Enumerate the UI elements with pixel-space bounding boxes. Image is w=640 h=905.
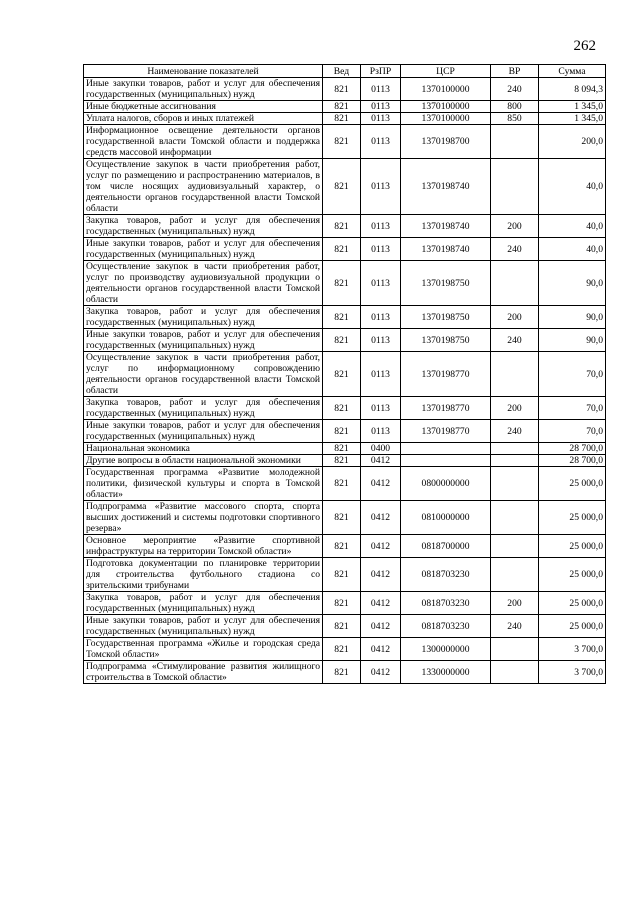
- table-header-row: [84, 65, 606, 78]
- cell-name: Подготовка документации по планировке территории для строительства футбольного стадиона со зрительскими трибунами: [84, 558, 323, 592]
- cell-sum: 1 345,0: [539, 113, 606, 125]
- page-number: 262: [573, 38, 596, 54]
- table-row: [84, 306, 606, 329]
- cell-name: Закупка товаров, работ и услуг для обеспечения государственных (муниципальных) нужд: [84, 592, 323, 615]
- cell-csr: 1370100000: [401, 101, 491, 113]
- cell-ved: 821: [323, 467, 361, 501]
- cell-ved: 821: [323, 125, 361, 159]
- cell-sum: 25 000,0: [539, 501, 606, 535]
- cell-vr: 850: [491, 113, 539, 125]
- cell-ved: 821: [323, 159, 361, 215]
- cell-csr: 1370100000: [401, 113, 491, 125]
- table-row: [84, 329, 606, 352]
- cell-ved: 821: [323, 615, 361, 638]
- cell-vr: [491, 125, 539, 159]
- cell-rzpr: 0113: [361, 306, 401, 329]
- cell-sum: 25 000,0: [539, 592, 606, 615]
- cell-vr: [491, 661, 539, 684]
- table-row: [84, 101, 606, 113]
- cell-name: Другие вопросы в области национальной экономики: [84, 455, 323, 467]
- cell-rzpr: 0412: [361, 501, 401, 535]
- cell-sum: 70,0: [539, 420, 606, 443]
- cell-name: Иные закупки товаров, работ и услуг для обеспечения государственных (муниципальных) нужд: [84, 615, 323, 638]
- cell-name: Иные закупки товаров, работ и услуг для обеспечения государственных (муниципальных) нужд: [84, 238, 323, 261]
- cell-csr: 0818703230: [401, 558, 491, 592]
- cell-rzpr: 0113: [361, 78, 401, 101]
- cell-vr: 200: [491, 215, 539, 238]
- cell-ved: 821: [323, 215, 361, 238]
- cell-ved: 821: [323, 352, 361, 397]
- cell-vr: 240: [491, 78, 539, 101]
- cell-rzpr: 0412: [361, 467, 401, 501]
- cell-name: Иные закупки товаров, работ и услуг для обеспечения государственных (муниципальных) нужд: [84, 329, 323, 352]
- cell-ved: 821: [323, 592, 361, 615]
- cell-name: Осуществление закупок в части приобретения работ, услуг по производству аудиовизуальной продукции о деятельности органов государственной власти Томской области: [84, 261, 323, 306]
- cell-vr: 800: [491, 101, 539, 113]
- table-row: [84, 397, 606, 420]
- cell-ved: 821: [323, 113, 361, 125]
- cell-name: Осуществление закупок в части приобретения работ, услуг по размещению и распространению материалов, в том числе носящих аудиовизуальный характер, о деятельности органов государственной власти Томской области: [84, 159, 323, 215]
- cell-csr: 1370100000: [401, 78, 491, 101]
- cell-ved: 821: [323, 261, 361, 306]
- cell-name: Закупка товаров, работ и услуг для обеспечения государственных (муниципальных) нужд: [84, 397, 323, 420]
- header-rzpr: РзПР: [361, 65, 401, 78]
- table-row: [84, 125, 606, 159]
- cell-csr: 1370198770: [401, 352, 491, 397]
- cell-vr: [491, 638, 539, 661]
- cell-name: Иные закупки товаров, работ и услуг для обеспечения государственных (муниципальных) нужд: [84, 78, 323, 101]
- cell-csr: 1300000000: [401, 638, 491, 661]
- cell-csr: 0818700000: [401, 535, 491, 558]
- cell-csr: [401, 455, 491, 467]
- cell-ved: 821: [323, 501, 361, 535]
- cell-vr: 240: [491, 329, 539, 352]
- cell-sum: 1 345,0: [539, 101, 606, 113]
- cell-vr: [491, 352, 539, 397]
- cell-ved: 821: [323, 101, 361, 113]
- header-csr: ЦСР: [401, 65, 491, 78]
- cell-csr: 1370198700: [401, 125, 491, 159]
- table-row: [84, 615, 606, 638]
- cell-rzpr: 0412: [361, 638, 401, 661]
- cell-rzpr: 0412: [361, 592, 401, 615]
- cell-vr: [491, 261, 539, 306]
- table-row: [84, 455, 606, 467]
- cell-rzpr: 0113: [361, 329, 401, 352]
- cell-rzpr: 0113: [361, 261, 401, 306]
- cell-vr: [491, 443, 539, 455]
- cell-rzpr: 0412: [361, 661, 401, 684]
- cell-csr: 1330000000: [401, 661, 491, 684]
- cell-name: Иные бюджетные ассигнования: [84, 101, 323, 113]
- cell-csr: 1370198750: [401, 306, 491, 329]
- cell-vr: 240: [491, 615, 539, 638]
- cell-rzpr: 0412: [361, 558, 401, 592]
- header-vr: ВР: [491, 65, 539, 78]
- cell-csr: 1370198740: [401, 215, 491, 238]
- cell-vr: 200: [491, 306, 539, 329]
- header-ved: Вед: [323, 65, 361, 78]
- table-row: [84, 113, 606, 125]
- cell-name: Закупка товаров, работ и услуг для обеспечения государственных (муниципальных) нужд: [84, 215, 323, 238]
- cell-name: Закупка товаров, работ и услуг для обеспечения государственных (муниципальных) нужд: [84, 306, 323, 329]
- cell-name: Национальная экономика: [84, 443, 323, 455]
- cell-vr: [491, 501, 539, 535]
- cell-rzpr: 0113: [361, 420, 401, 443]
- cell-rzpr: 0113: [361, 352, 401, 397]
- table-row: [84, 467, 606, 501]
- cell-name: Подпрограмма «Развитие массового спорта, спорта высших достижений и системы подготовки спортивного резерва»: [84, 501, 323, 535]
- header-name: Наименование показателей: [84, 65, 323, 78]
- table-row: [84, 352, 606, 397]
- cell-name: Государственная программа «Развитие молодежной политики, физической культуры и спорта в Томской области»: [84, 467, 323, 501]
- cell-csr: 1370198740: [401, 238, 491, 261]
- table-row: [84, 238, 606, 261]
- table-row: [84, 78, 606, 101]
- cell-csr: 0818703230: [401, 615, 491, 638]
- cell-sum: 8 094,3: [539, 78, 606, 101]
- cell-ved: 821: [323, 558, 361, 592]
- cell-rzpr: 0113: [361, 238, 401, 261]
- cell-sum: 40,0: [539, 159, 606, 215]
- cell-name: Уплата налогов, сборов и иных платежей: [84, 113, 323, 125]
- cell-vr: [491, 535, 539, 558]
- cell-sum: 25 000,0: [539, 467, 606, 501]
- cell-csr: 1370198770: [401, 420, 491, 443]
- cell-ved: 821: [323, 238, 361, 261]
- cell-name: Основное мероприятие «Развитие спортивной инфраструктуры на территории Томской области»: [84, 535, 323, 558]
- cell-sum: 3 700,0: [539, 638, 606, 661]
- cell-name: Иные закупки товаров, работ и услуг для обеспечения государственных (муниципальных) нужд: [84, 420, 323, 443]
- cell-sum: 90,0: [539, 329, 606, 352]
- cell-name: Государственная программа «Жилье и городская среда Томской области»: [84, 638, 323, 661]
- cell-sum: 40,0: [539, 215, 606, 238]
- table-row: [84, 535, 606, 558]
- table-row: [84, 261, 606, 306]
- table-row: [84, 638, 606, 661]
- cell-vr: [491, 159, 539, 215]
- cell-ved: 821: [323, 455, 361, 467]
- cell-ved: 821: [323, 306, 361, 329]
- cell-sum: 28 700,0: [539, 455, 606, 467]
- cell-sum: 70,0: [539, 352, 606, 397]
- cell-csr: 1370198750: [401, 329, 491, 352]
- cell-sum: 25 000,0: [539, 535, 606, 558]
- cell-csr: 0800000000: [401, 467, 491, 501]
- cell-rzpr: 0113: [361, 397, 401, 420]
- table-row: [84, 420, 606, 443]
- cell-csr: [401, 443, 491, 455]
- cell-name: Информационное освещение деятельности органов государственной власти Томской области и поддержка средств массовой информации: [84, 125, 323, 159]
- cell-vr: [491, 455, 539, 467]
- cell-sum: 25 000,0: [539, 615, 606, 638]
- cell-name: Осуществление закупок в части приобретения работ, услуг по информационному сопровождению деятельности органов государственной власти Томской области: [84, 352, 323, 397]
- table-row: [84, 558, 606, 592]
- table-row: [84, 661, 606, 684]
- cell-rzpr: 0113: [361, 101, 401, 113]
- cell-rzpr: 0113: [361, 125, 401, 159]
- cell-vr: [491, 467, 539, 501]
- cell-ved: 821: [323, 329, 361, 352]
- cell-vr: [491, 558, 539, 592]
- cell-sum: 28 700,0: [539, 443, 606, 455]
- table-row: [84, 592, 606, 615]
- cell-sum: 25 000,0: [539, 558, 606, 592]
- cell-vr: 200: [491, 397, 539, 420]
- cell-rzpr: 0412: [361, 455, 401, 467]
- table-row: [84, 501, 606, 535]
- cell-rzpr: 0113: [361, 215, 401, 238]
- cell-csr: 0810000000: [401, 501, 491, 535]
- cell-sum: 3 700,0: [539, 661, 606, 684]
- cell-rzpr: 0113: [361, 113, 401, 125]
- cell-rzpr: 0400: [361, 443, 401, 455]
- cell-rzpr: 0412: [361, 535, 401, 558]
- cell-ved: 821: [323, 535, 361, 558]
- cell-sum: 90,0: [539, 261, 606, 306]
- cell-sum: 200,0: [539, 125, 606, 159]
- table-row: [84, 443, 606, 455]
- cell-ved: 821: [323, 661, 361, 684]
- cell-vr: 200: [491, 592, 539, 615]
- cell-ved: 821: [323, 638, 361, 661]
- table-body: [84, 78, 606, 684]
- table-row: [84, 159, 606, 215]
- cell-vr: 240: [491, 238, 539, 261]
- cell-csr: 0818703230: [401, 592, 491, 615]
- cell-sum: 90,0: [539, 306, 606, 329]
- cell-csr: 1370198740: [401, 159, 491, 215]
- header-sum: Сумма: [539, 65, 606, 78]
- cell-sum: 70,0: [539, 397, 606, 420]
- cell-name: Подпрограмма «Стимулирование развития жилищного строительства в Томской области»: [84, 661, 323, 684]
- cell-vr: 240: [491, 420, 539, 443]
- cell-csr: 1370198750: [401, 261, 491, 306]
- cell-ved: 821: [323, 443, 361, 455]
- cell-csr: 1370198770: [401, 397, 491, 420]
- budget-table: [83, 64, 606, 684]
- cell-ved: 821: [323, 78, 361, 101]
- table-row: [84, 215, 606, 238]
- cell-ved: 821: [323, 397, 361, 420]
- cell-sum: 40,0: [539, 238, 606, 261]
- cell-rzpr: 0412: [361, 615, 401, 638]
- cell-rzpr: 0113: [361, 159, 401, 215]
- cell-ved: 821: [323, 420, 361, 443]
